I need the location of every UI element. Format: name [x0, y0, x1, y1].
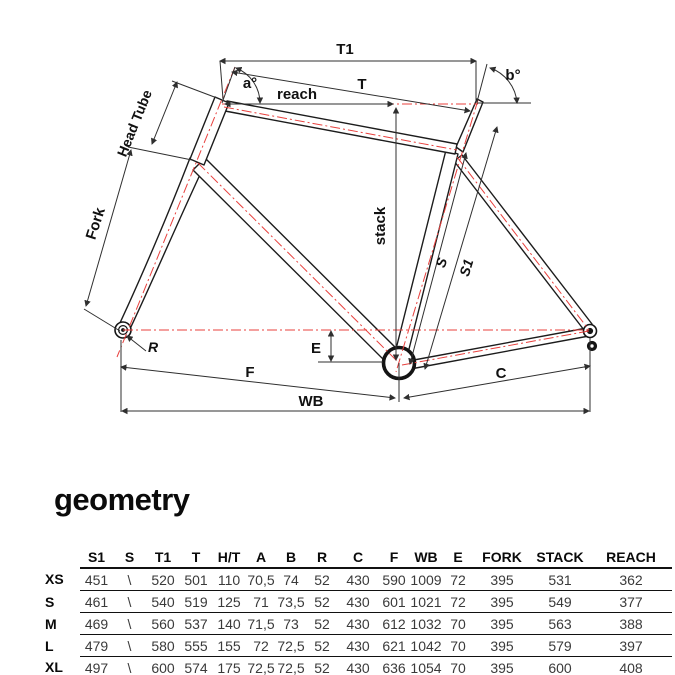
table-cell: 72 — [246, 635, 276, 657]
table-cell: 469 — [80, 613, 113, 635]
table-cell: 1032 — [410, 613, 442, 635]
table-cell: 70 — [442, 657, 474, 675]
label-s1: S1 — [456, 257, 477, 279]
table-cell: 430 — [338, 635, 378, 657]
label-head-tube: Head Tube — [113, 87, 155, 159]
top-tube — [225, 101, 457, 154]
table-cell: 461 — [80, 591, 113, 613]
seat-tube — [393, 150, 458, 365]
table-cell: 72,5 — [246, 657, 276, 675]
table-cell: 155 — [212, 635, 246, 657]
table-cell: 397 — [590, 635, 672, 657]
table-cell: 430 — [338, 591, 378, 613]
table-cell: 519 — [180, 591, 212, 613]
table-cell: 72 — [450, 571, 466, 588]
seatstay-centerline — [457, 157, 589, 330]
table-cell: 601 — [378, 591, 410, 613]
table-cell: 540 — [146, 591, 180, 613]
table-cell: 579 — [530, 635, 590, 657]
table-cell: 52 — [306, 657, 338, 675]
table-cell: 72 — [442, 591, 474, 613]
label-s: S — [432, 255, 451, 270]
table-cell: 537 — [180, 613, 212, 635]
table-cell: 125 — [212, 591, 246, 613]
table-cell: 72,5 — [276, 635, 306, 657]
table-cell: 395 — [490, 571, 514, 588]
table-cell: 175 — [212, 657, 246, 675]
table-cell: 70 — [442, 635, 474, 657]
table-cell: \ — [113, 591, 146, 613]
table-cell: 388 — [590, 613, 672, 635]
table-cell: 140 — [212, 613, 246, 635]
table-cell: 580 — [146, 635, 180, 657]
column-header-wb: WB — [410, 546, 442, 568]
table-cell: 1021 — [410, 591, 442, 613]
table-cell: 479 — [80, 635, 113, 657]
label-r: R — [147, 339, 159, 355]
table-cell: 70,5 — [247, 571, 275, 588]
table-row-xs — [45, 568, 672, 591]
table-cell: 52 — [306, 635, 338, 657]
column-header-t: T — [180, 546, 212, 568]
table-cell: 395 — [474, 657, 530, 675]
table-cell: 549 — [530, 591, 590, 613]
label-t1: T1 — [336, 41, 354, 58]
label-c: C — [495, 365, 507, 382]
label-t: T — [357, 76, 367, 93]
table-cell: 71,5 — [246, 613, 276, 635]
table-row-m — [45, 613, 672, 635]
column-header-fork: FORK — [474, 546, 530, 568]
seatstay-tube — [454, 155, 592, 330]
column-header-ht: H/T — [212, 546, 246, 568]
fork-blade — [119, 158, 204, 331]
bike-frame-outline — [119, 97, 592, 370]
table-cell: 430 — [338, 657, 378, 675]
label-fork: Fork — [82, 205, 109, 242]
label-e: E — [310, 340, 321, 357]
label-b-angle: b° — [505, 67, 521, 84]
row-label: M — [45, 615, 57, 632]
table-cell: 71 — [246, 591, 276, 613]
row-label: S — [45, 593, 55, 610]
column-header-s1: S1 — [80, 546, 113, 568]
table-cell: 1009 — [410, 571, 442, 588]
column-header-b: B — [276, 546, 306, 568]
column-header-r: R — [306, 546, 338, 568]
geometry-table — [45, 546, 672, 675]
table-cell: 70 — [442, 613, 474, 635]
table-cell: 531 — [548, 571, 572, 588]
table-cell: 590 — [382, 571, 406, 588]
table-cell: 430 — [338, 613, 378, 635]
table-cell: 555 — [180, 635, 212, 657]
table-cell: 621 — [378, 635, 410, 657]
table-cell: 600 — [146, 657, 180, 675]
table-header-row — [45, 546, 672, 568]
table-cell: 563 — [530, 613, 590, 635]
table-cell: 395 — [474, 613, 530, 635]
table-corner-cell — [45, 546, 80, 568]
table-cell: 73 — [276, 613, 306, 635]
table-cell: 395 — [474, 635, 530, 657]
table-cell: \ — [113, 613, 146, 635]
table-cell: 574 — [180, 657, 212, 675]
table-cell: 501 — [184, 571, 208, 588]
table-cell: 408 — [590, 657, 672, 675]
row-label: XL — [45, 659, 63, 675]
column-header-a: A — [246, 546, 276, 568]
row-label: XS — [45, 571, 64, 588]
table-row-s — [45, 591, 672, 613]
seatpost-extension — [456, 99, 483, 152]
table-cell: 520 — [151, 571, 175, 588]
label-reach: reach — [276, 86, 318, 103]
table-cell: 74 — [283, 571, 299, 588]
table-cell: 362 — [619, 571, 643, 588]
table-cell: 52 — [314, 571, 330, 588]
table-cell: 560 — [146, 613, 180, 635]
column-header-stack: STACK — [530, 546, 590, 568]
table-cell: 73,5 — [276, 591, 306, 613]
column-header-t1: T1 — [146, 546, 180, 568]
table-row-xl — [45, 657, 672, 675]
label-f: F — [245, 364, 255, 381]
table-cell: 636 — [378, 657, 410, 675]
table-cell: 497 — [80, 657, 113, 675]
table-cell: 377 — [590, 591, 672, 613]
column-header-c: C — [338, 546, 378, 568]
table-cell: 52 — [306, 613, 338, 635]
table-cell: 1054 — [410, 657, 442, 675]
table-cell: \ — [127, 571, 132, 588]
table-cell: 1042 — [410, 635, 442, 657]
table-cell: 600 — [530, 657, 590, 675]
table-cell: 110 — [217, 571, 241, 588]
table-cell: 430 — [346, 571, 370, 588]
column-header-f: F — [378, 546, 410, 568]
row-label: L — [45, 637, 54, 654]
page-title: geometry — [54, 482, 190, 517]
table-cell: 395 — [474, 591, 530, 613]
table-cell: 52 — [306, 591, 338, 613]
label-stack: stack — [372, 206, 389, 246]
table-row-l — [45, 635, 672, 657]
label-wb: WB — [298, 393, 324, 410]
column-header-e: E — [442, 546, 474, 568]
table-cell: \ — [113, 635, 146, 657]
head-tube — [190, 97, 229, 165]
derailleur-hanger-hole — [590, 344, 593, 347]
table-cell: 451 — [84, 571, 109, 588]
column-header-s: S — [113, 546, 146, 568]
column-header-reach: REACH — [590, 546, 672, 568]
table-cell: \ — [113, 657, 146, 675]
table-cell: 72,5 — [276, 657, 306, 675]
label-a-angle: a° — [242, 75, 258, 92]
table-cell: 612 — [378, 613, 410, 635]
